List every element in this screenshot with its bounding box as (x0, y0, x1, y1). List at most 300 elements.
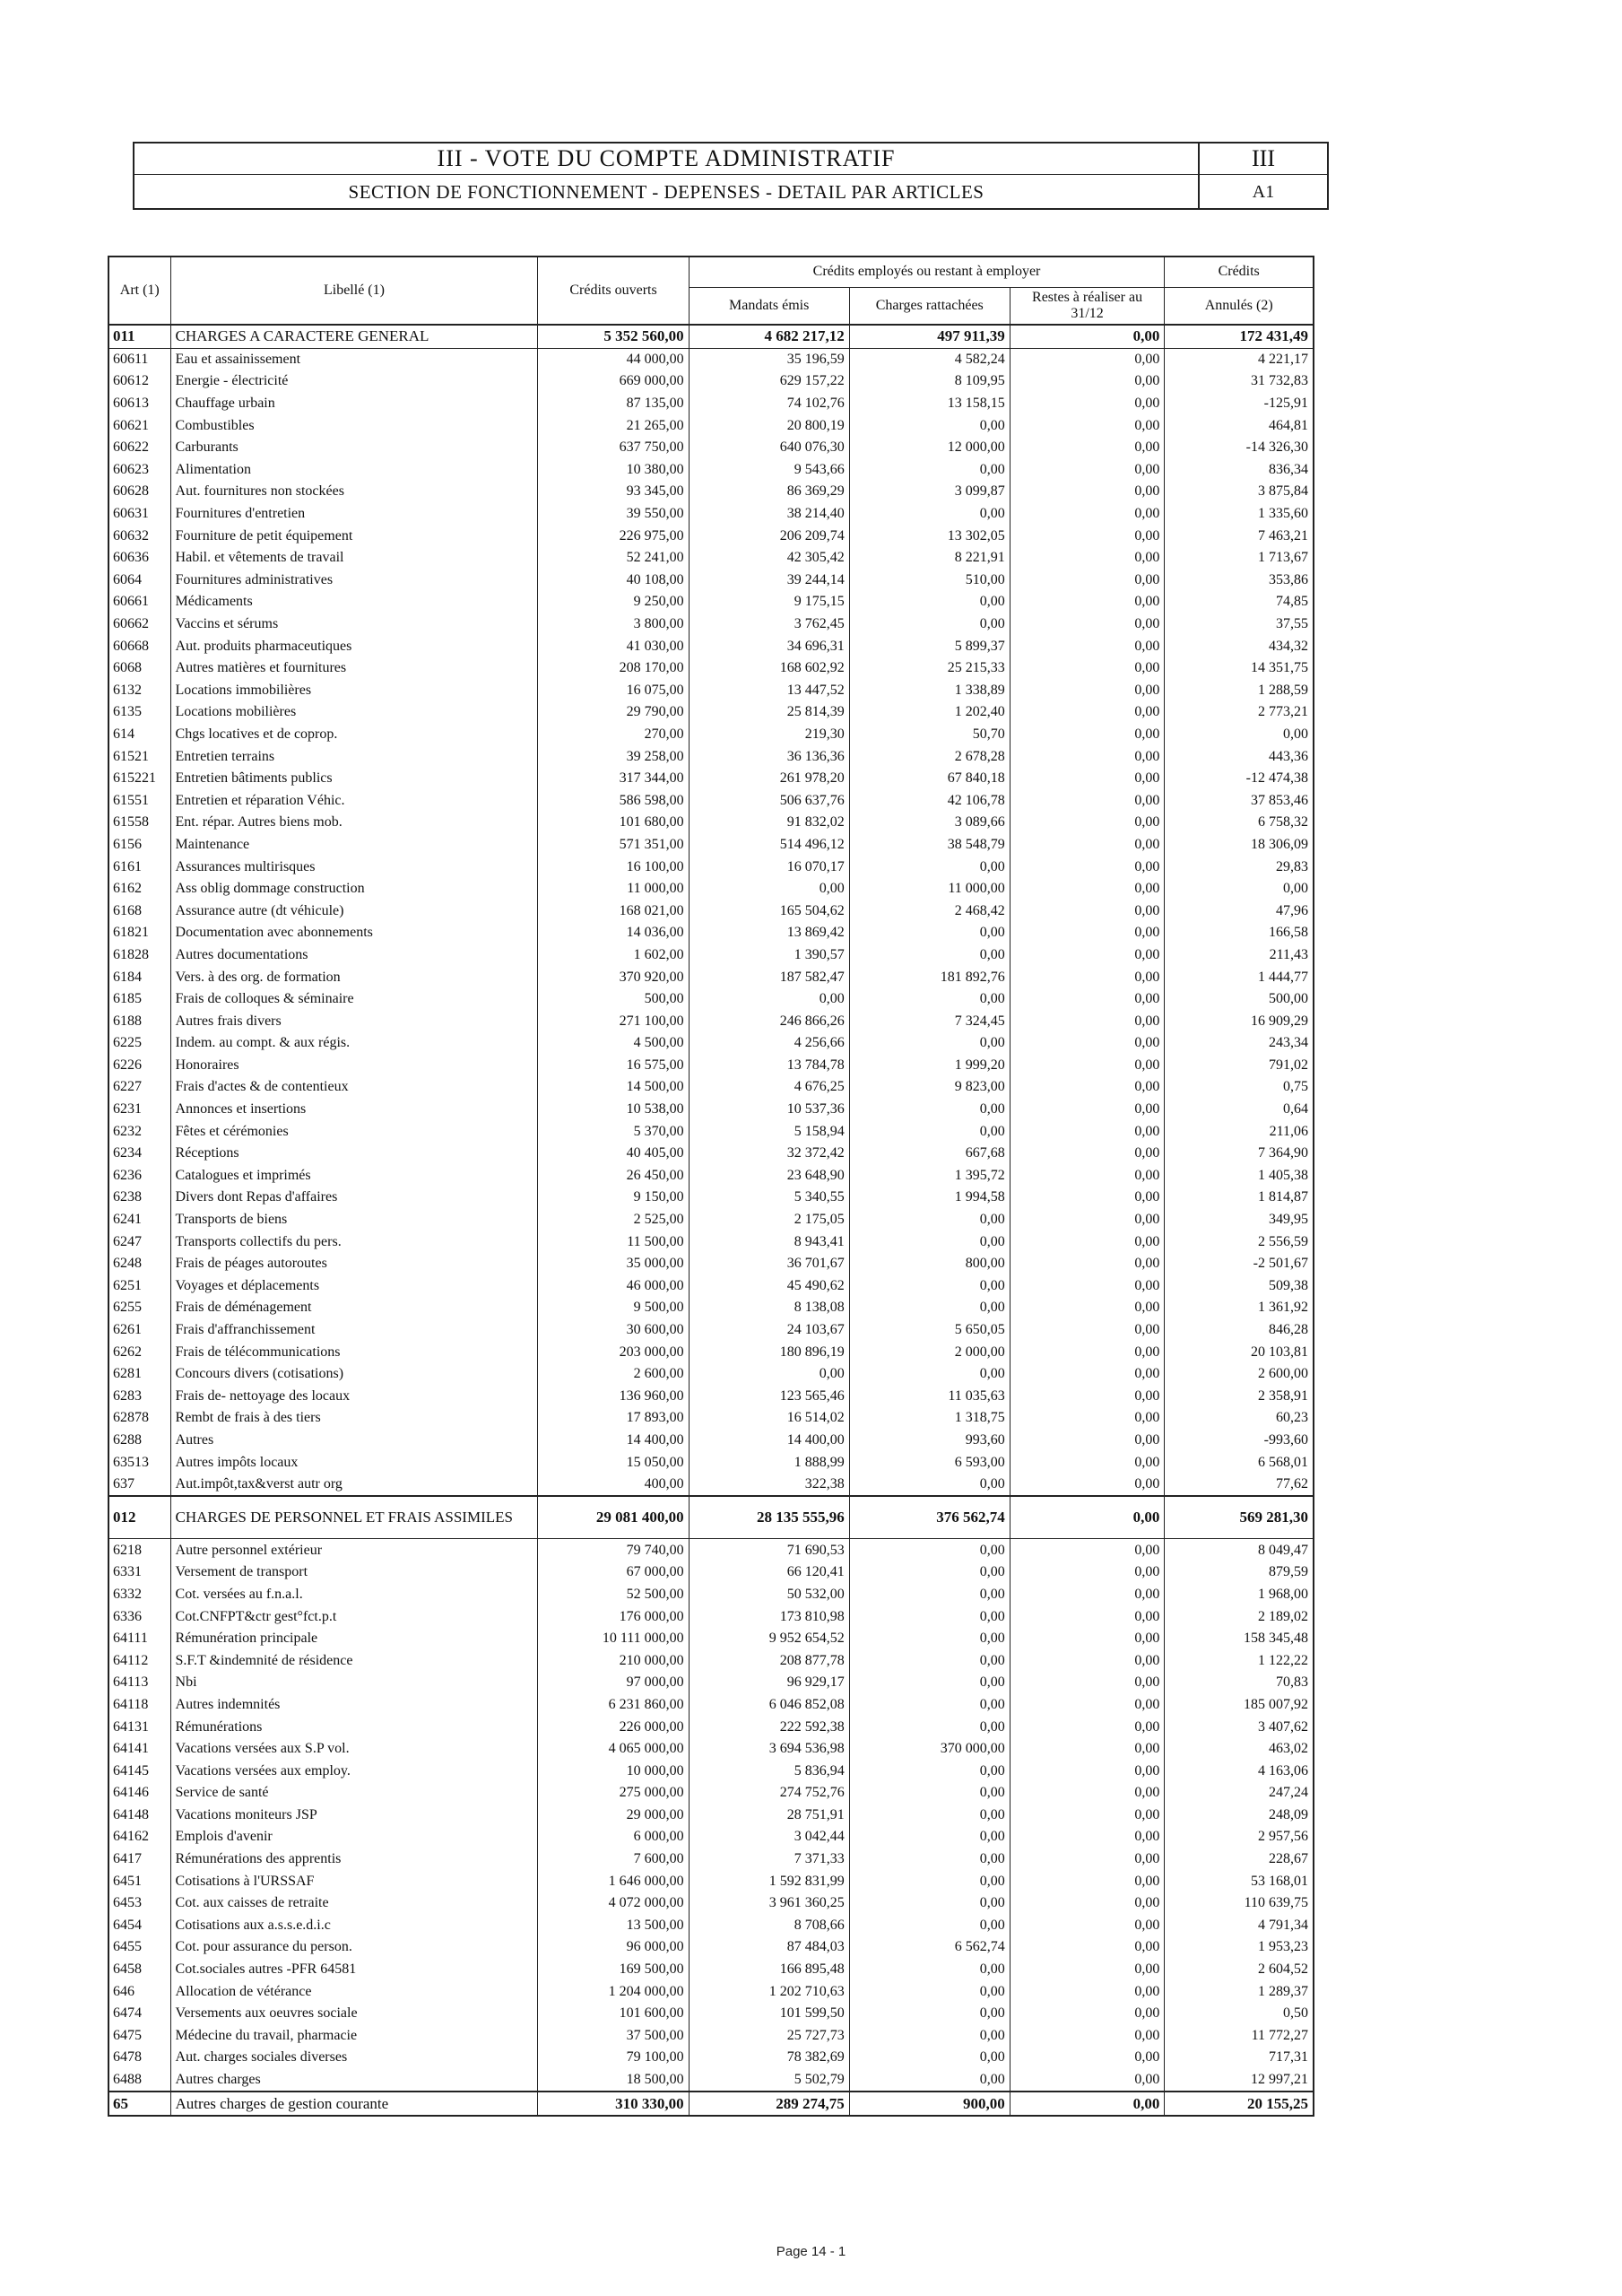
charges-rattachees-cell: 2 000,00 (849, 1341, 1010, 1363)
article-label: Versements aux oeuvres sociale (170, 2003, 538, 2025)
article-code: 011 (108, 325, 170, 348)
table-row (108, 768, 1314, 790)
restes-a-realiser-cell: 0,00 (1010, 988, 1165, 1011)
credits-annules-cell: 2 189,02 (1165, 1605, 1314, 1628)
col-group-credits-employes: Crédits employés ou restant à employer (689, 257, 1165, 287)
article-label: Entretien et réparation Véhic. (170, 789, 538, 812)
credits-ouverts-cell: 16 100,00 (538, 856, 689, 878)
credits-ouverts-cell: 270,00 (538, 724, 689, 746)
col-art: Art (1) (108, 257, 170, 325)
article-label: Catalogues et imprimés (170, 1165, 538, 1187)
credits-ouverts-cell: 14 036,00 (538, 922, 689, 944)
table-row (108, 1099, 1314, 1121)
table-row (108, 1805, 1314, 1827)
mandats-emis-cell: 8 708,66 (689, 1915, 849, 1937)
restes-a-realiser-cell: 0,00 (1010, 834, 1165, 857)
table-row (108, 570, 1314, 592)
article-label: Assurances multirisques (170, 856, 538, 878)
table-row (108, 393, 1314, 415)
charges-rattachees-cell: 376 562,74 (849, 1496, 1010, 1539)
article-label: Cot. versées au f.n.a.l. (170, 1584, 538, 1606)
charges-rattachees-cell: 0,00 (849, 1363, 1010, 1386)
article-label: Habil. et vêtements de travail (170, 547, 538, 570)
credits-annules-cell: 434,32 (1165, 635, 1314, 657)
charges-rattachees-cell: 0,00 (849, 2003, 1010, 2025)
article-label: Fourniture de petit équipement (170, 525, 538, 547)
col-charges: Charges rattachées (849, 287, 1010, 325)
credits-annules-cell: 18 306,09 (1165, 834, 1314, 857)
charges-rattachees-cell: 0,00 (849, 2047, 1010, 2069)
credits-ouverts-cell: 11 000,00 (538, 878, 689, 900)
article-code: 6168 (108, 900, 170, 922)
credits-ouverts-cell: 500,00 (538, 988, 689, 1011)
mandats-emis-cell: 39 244,14 (689, 570, 849, 592)
charges-rattachees-cell: 11 000,00 (849, 878, 1010, 900)
article-code: 6225 (108, 1032, 170, 1055)
credits-ouverts-cell: 14 500,00 (538, 1076, 689, 1099)
article-label: Autres matières et fournitures (170, 657, 538, 680)
credits-annules-cell: -12 474,38 (1165, 768, 1314, 790)
restes-a-realiser-cell: 0,00 (1010, 1010, 1165, 1032)
charges-rattachees-cell: 38 548,79 (849, 834, 1010, 857)
charges-rattachees-cell: 11 035,63 (849, 1386, 1010, 1408)
credits-ouverts-cell: 29 000,00 (538, 1805, 689, 1827)
table-row (108, 1474, 1314, 1497)
credits-annules-cell: 0,64 (1165, 1099, 1314, 1121)
credits-ouverts-cell: 4 065 000,00 (538, 1738, 689, 1761)
charges-rattachees-cell: 3 089,66 (849, 812, 1010, 834)
mandats-emis-cell: 274 752,76 (689, 1782, 849, 1805)
article-label: Vaccins et sérums (170, 613, 538, 636)
restes-a-realiser-cell: 0,00 (1010, 1120, 1165, 1143)
article-label: Ass oblig dommage construction (170, 878, 538, 900)
charges-rattachees-cell: 8 109,95 (849, 370, 1010, 393)
table-row (108, 1738, 1314, 1761)
credits-ouverts-cell: 40 108,00 (538, 570, 689, 592)
credits-annules-cell: 1 953,23 (1165, 1936, 1314, 1959)
mandats-emis-cell: 91 832,02 (689, 812, 849, 834)
charges-rattachees-cell: 13 302,05 (849, 525, 1010, 547)
credits-ouverts-cell: 67 000,00 (538, 1561, 689, 1584)
credits-annules-cell: 349,95 (1165, 1209, 1314, 1231)
credits-annules-cell: 0,50 (1165, 2003, 1314, 2025)
article-label: Autres documentations (170, 944, 538, 967)
credits-ouverts-cell: 93 345,00 (538, 481, 689, 503)
charges-rattachees-cell: 0,00 (849, 988, 1010, 1011)
credits-annules-cell: 158 345,48 (1165, 1628, 1314, 1650)
charges-rattachees-cell: 0,00 (849, 1120, 1010, 1143)
mandats-emis-cell: 36 136,36 (689, 745, 849, 768)
restes-a-realiser-cell: 0,00 (1010, 1584, 1165, 1606)
credits-annules-cell: 1 713,67 (1165, 547, 1314, 570)
charges-rattachees-cell: 9 823,00 (849, 1076, 1010, 1099)
article-code: 60636 (108, 547, 170, 570)
charges-rattachees-cell: 0,00 (849, 1032, 1010, 1055)
restes-a-realiser-cell: 0,00 (1010, 1253, 1165, 1275)
charges-rattachees-cell: 0,00 (849, 1099, 1010, 1121)
article-label: Cot.sociales autres -PFR 64581 (170, 1959, 538, 1981)
mandats-emis-cell: 10 537,36 (689, 1099, 849, 1121)
charges-rattachees-cell: 0,00 (849, 1474, 1010, 1497)
credits-ouverts-cell: 169 500,00 (538, 1959, 689, 1981)
table-row (108, 1451, 1314, 1474)
article-label: Annonces et insertions (170, 1099, 538, 1121)
restes-a-realiser-cell: 0,00 (1010, 2047, 1165, 2069)
charges-rattachees-cell: 0,00 (849, 1826, 1010, 1848)
article-label: Rémunérations des apprentis (170, 1848, 538, 1871)
charges-rattachees-cell: 0,00 (849, 1805, 1010, 1827)
charges-rattachees-cell: 0,00 (849, 1782, 1010, 1805)
credits-ouverts-cell: 4 500,00 (538, 1032, 689, 1055)
header-main (134, 144, 1200, 208)
mandats-emis-cell: 5 158,94 (689, 1120, 849, 1143)
table-row (108, 745, 1314, 768)
table-row (108, 1539, 1314, 1561)
table-row (108, 481, 1314, 503)
credits-ouverts-cell: 40 405,00 (538, 1143, 689, 1165)
credits-annules-cell: 0,75 (1165, 1076, 1314, 1099)
table-row (108, 348, 1314, 370)
restes-a-realiser-cell: 0,00 (1010, 2003, 1165, 2025)
mandats-emis-cell: 20 800,19 (689, 414, 849, 437)
credits-ouverts-cell: 101 600,00 (538, 2003, 689, 2025)
article-label: Nbi (170, 1672, 538, 1694)
charges-rattachees-cell: 0,00 (849, 2025, 1010, 2048)
charges-rattachees-cell: 510,00 (849, 570, 1010, 592)
table-row (108, 1760, 1314, 1782)
credits-annules-cell: 1 444,77 (1165, 966, 1314, 988)
article-label: Energie - électricité (170, 370, 538, 393)
table-row (108, 459, 1314, 482)
restes-a-realiser-cell: 0,00 (1010, 325, 1165, 348)
restes-a-realiser-cell: 0,00 (1010, 2069, 1165, 2092)
restes-a-realiser-cell: 0,00 (1010, 1649, 1165, 1672)
article-code: 61521 (108, 745, 170, 768)
credits-ouverts-cell: 39 550,00 (538, 503, 689, 526)
article-label: Locations immobilières (170, 680, 538, 702)
mandats-emis-cell: 34 696,31 (689, 635, 849, 657)
article-code: 60611 (108, 348, 170, 370)
mandats-emis-cell: 222 592,38 (689, 1716, 849, 1738)
credits-ouverts-cell: 101 680,00 (538, 812, 689, 834)
article-label: Carburants (170, 437, 538, 459)
mandats-emis-cell: 506 637,76 (689, 789, 849, 812)
table-row (108, 1386, 1314, 1408)
mandats-emis-cell: 629 157,22 (689, 370, 849, 393)
credits-annules-cell: 1 289,37 (1165, 1980, 1314, 2003)
article-label: Frais de- nettoyage des locaux (170, 1386, 538, 1408)
article-code: 6454 (108, 1915, 170, 1937)
article-code: 64131 (108, 1716, 170, 1738)
article-label: Frais de télécommunications (170, 1341, 538, 1363)
table-row (108, 789, 1314, 812)
charges-rattachees-cell: 0,00 (849, 591, 1010, 613)
charges-rattachees-cell: 6 593,00 (849, 1451, 1010, 1474)
credits-ouverts-cell: 14 400,00 (538, 1430, 689, 1452)
article-label: Vers. à des org. de formation (170, 966, 538, 988)
table-row (108, 1649, 1314, 1672)
restes-a-realiser-cell: 0,00 (1010, 1363, 1165, 1386)
header-code-box (1200, 144, 1327, 208)
restes-a-realiser-cell: 0,00 (1010, 812, 1165, 834)
table-row (108, 1187, 1314, 1209)
table-wrapper (108, 256, 1314, 2117)
restes-a-realiser-cell: 0,00 (1010, 525, 1165, 547)
credits-annules-cell: 248,09 (1165, 1805, 1314, 1827)
article-code: 6417 (108, 1848, 170, 1871)
restes-a-realiser-cell: 0,00 (1010, 393, 1165, 415)
credits-annules-cell: 463,02 (1165, 1738, 1314, 1761)
table-row (108, 724, 1314, 746)
table-row (108, 966, 1314, 988)
charges-rattachees-cell: 8 221,91 (849, 547, 1010, 570)
credits-ouverts-cell: 79 740,00 (538, 1539, 689, 1561)
charges-rattachees-cell: 12 000,00 (849, 437, 1010, 459)
mandats-emis-cell: 246 866,26 (689, 1010, 849, 1032)
credits-ouverts-cell: 1 646 000,00 (538, 1870, 689, 1892)
article-code: 60631 (108, 503, 170, 526)
credits-ouverts-cell: 17 893,00 (538, 1407, 689, 1430)
mandats-emis-cell: 219,30 (689, 724, 849, 746)
credits-ouverts-cell: 208 170,00 (538, 657, 689, 680)
restes-a-realiser-cell: 0,00 (1010, 944, 1165, 967)
credits-ouverts-cell: 16 075,00 (538, 680, 689, 702)
restes-a-realiser-cell: 0,00 (1010, 1099, 1165, 1121)
page-title: III - VOTE DU COMPTE ADMINISTRATIF (134, 144, 1198, 175)
restes-a-realiser-cell: 0,00 (1010, 1672, 1165, 1694)
table-row (108, 856, 1314, 878)
table-row (108, 1959, 1314, 1981)
credits-annules-cell: 791,02 (1165, 1055, 1314, 1077)
table-row (108, 878, 1314, 900)
article-label: Alimentation (170, 459, 538, 482)
credits-annules-cell: 2 604,52 (1165, 1959, 1314, 1981)
credits-annules-cell: 47,96 (1165, 900, 1314, 922)
col-credits: Crédits (1165, 257, 1314, 287)
table-row (108, 547, 1314, 570)
credits-annules-cell: 172 431,49 (1165, 325, 1314, 348)
charges-rattachees-cell: 1 202,40 (849, 701, 1010, 724)
charges-rattachees-cell: 0,00 (849, 1959, 1010, 1981)
credits-annules-cell: 464,81 (1165, 414, 1314, 437)
article-label: Documentation avec abonnements (170, 922, 538, 944)
article-code: 6248 (108, 1253, 170, 1275)
charges-rattachees-cell: 1 999,20 (849, 1055, 1010, 1077)
restes-a-realiser-cell: 0,00 (1010, 1738, 1165, 1761)
restes-a-realiser-cell: 0,00 (1010, 1386, 1165, 1408)
credits-annules-cell: 4 791,34 (1165, 1915, 1314, 1937)
credits-ouverts-cell: 370 920,00 (538, 966, 689, 988)
credits-annules-cell: 11 772,27 (1165, 2025, 1314, 2048)
credits-annules-cell: 1 814,87 (1165, 1187, 1314, 1209)
article-label: Réceptions (170, 1143, 538, 1165)
table-row (108, 1936, 1314, 1959)
credits-ouverts-cell: 168 021,00 (538, 900, 689, 922)
article-label: Fournitures administratives (170, 570, 538, 592)
mandats-emis-cell: 7 371,33 (689, 1848, 849, 1871)
article-code: 012 (108, 1496, 170, 1539)
article-label: Ent. répar. Autres biens mob. (170, 812, 538, 834)
table-row (108, 1870, 1314, 1892)
charges-rattachees-cell: 1 318,75 (849, 1407, 1010, 1430)
table-row (108, 437, 1314, 459)
charges-rattachees-cell: 0,00 (849, 1649, 1010, 1672)
restes-a-realiser-cell: 0,00 (1010, 348, 1165, 370)
credits-annules-cell: 2 773,21 (1165, 701, 1314, 724)
restes-a-realiser-cell: 0,00 (1010, 1826, 1165, 1848)
table-row (108, 1010, 1314, 1032)
article-code: 64112 (108, 1649, 170, 1672)
credits-annules-cell: 0,00 (1165, 878, 1314, 900)
table-row (108, 657, 1314, 680)
table-row (108, 1297, 1314, 1319)
article-code: 64145 (108, 1760, 170, 1782)
restes-a-realiser-cell: 0,00 (1010, 1430, 1165, 1452)
table-row (108, 414, 1314, 437)
article-code: 6161 (108, 856, 170, 878)
table-row (108, 1782, 1314, 1805)
article-code: 64141 (108, 1738, 170, 1761)
table-row (108, 988, 1314, 1011)
mandats-emis-cell: 8 943,41 (689, 1231, 849, 1253)
article-label: Voyages et déplacements (170, 1275, 538, 1298)
article-label: Concours divers (cotisations) (170, 1363, 538, 1386)
restes-a-realiser-cell: 0,00 (1010, 1539, 1165, 1561)
credits-annules-cell: -125,91 (1165, 393, 1314, 415)
credits-ouverts-cell: 4 072 000,00 (538, 1892, 689, 1915)
credits-annules-cell: 74,85 (1165, 591, 1314, 613)
restes-a-realiser-cell: 0,00 (1010, 1032, 1165, 1055)
article-label: Divers dont Repas d'affaires (170, 1187, 538, 1209)
article-label: Eau et assainissement (170, 348, 538, 370)
article-code: 60661 (108, 591, 170, 613)
mandats-emis-cell: 13 869,42 (689, 922, 849, 944)
mandats-emis-cell: 32 372,42 (689, 1143, 849, 1165)
credits-annules-cell: 8 049,47 (1165, 1539, 1314, 1561)
restes-a-realiser-cell: 0,00 (1010, 370, 1165, 393)
charges-rattachees-cell: 0,00 (849, 1892, 1010, 1915)
charges-rattachees-cell: 0,00 (849, 1628, 1010, 1650)
article-label: Locations mobilières (170, 701, 538, 724)
restes-a-realiser-cell: 0,00 (1010, 1297, 1165, 1319)
credits-annules-cell: 166,58 (1165, 922, 1314, 944)
charges-rattachees-cell: 3 099,87 (849, 481, 1010, 503)
article-label: Versement de transport (170, 1561, 538, 1584)
credits-annules-cell: 443,36 (1165, 745, 1314, 768)
article-code: 6332 (108, 1584, 170, 1606)
credits-ouverts-cell: 35 000,00 (538, 1253, 689, 1275)
credits-ouverts-cell: 210 000,00 (538, 1649, 689, 1672)
credits-ouverts-cell: 571 351,00 (538, 834, 689, 857)
mandats-emis-cell: 16 070,17 (689, 856, 849, 878)
table-row (108, 900, 1314, 922)
mandats-emis-cell: 28 751,91 (689, 1805, 849, 1827)
article-code: 646 (108, 1980, 170, 2003)
table-row (108, 1143, 1314, 1165)
restes-a-realiser-cell: 0,00 (1010, 503, 1165, 526)
mandats-emis-cell: 1 888,99 (689, 1451, 849, 1474)
credits-annules-cell: 12 997,21 (1165, 2069, 1314, 2092)
credits-ouverts-cell: 176 000,00 (538, 1605, 689, 1628)
table-row (108, 370, 1314, 393)
credits-ouverts-cell: 9 500,00 (538, 1297, 689, 1319)
article-code: 6262 (108, 1341, 170, 1363)
mandats-emis-cell: 187 582,47 (689, 966, 849, 988)
credits-ouverts-cell: 11 500,00 (538, 1231, 689, 1253)
credits-annules-cell: 7 463,21 (1165, 525, 1314, 547)
credits-ouverts-cell: 52 500,00 (538, 1584, 689, 1606)
table-row (108, 2025, 1314, 2048)
credits-ouverts-cell: 317 344,00 (538, 768, 689, 790)
credits-annules-cell: 243,34 (1165, 1032, 1314, 1055)
mandats-emis-cell: 101 599,50 (689, 2003, 849, 2025)
charges-rattachees-cell: 0,00 (849, 459, 1010, 482)
article-label: Entretien bâtiments publics (170, 768, 538, 790)
credits-annules-cell: 1 122,22 (1165, 1649, 1314, 1672)
charges-rattachees-cell: 0,00 (849, 1716, 1010, 1738)
article-code: 6241 (108, 1209, 170, 1231)
credits-annules-cell: 4 163,06 (1165, 1760, 1314, 1782)
credits-annules-cell: 20 103,81 (1165, 1341, 1314, 1363)
credits-ouverts-cell: 1 602,00 (538, 944, 689, 967)
restes-a-realiser-cell: 0,00 (1010, 1341, 1165, 1363)
table-row (108, 1605, 1314, 1628)
col-libelle: Libellé (1) (170, 257, 538, 325)
mandats-emis-cell: 16 514,02 (689, 1407, 849, 1430)
credits-annules-cell: 228,67 (1165, 1848, 1314, 1871)
credits-annules-cell: 211,06 (1165, 1120, 1314, 1143)
article-label: Entretien terrains (170, 745, 538, 768)
credits-ouverts-cell: 2 525,00 (538, 1209, 689, 1231)
charges-rattachees-cell: 0,00 (849, 1561, 1010, 1584)
restes-a-realiser-cell: 0,00 (1010, 570, 1165, 592)
charges-rattachees-cell: 7 324,45 (849, 1010, 1010, 1032)
mandats-emis-cell: 1 390,57 (689, 944, 849, 967)
mandats-emis-cell: 0,00 (689, 988, 849, 1011)
table-row (108, 1407, 1314, 1430)
mandats-emis-cell: 13 447,52 (689, 680, 849, 702)
restes-a-realiser-cell: 0,00 (1010, 1076, 1165, 1099)
article-code: 6156 (108, 834, 170, 857)
table-row (108, 613, 1314, 636)
mandats-emis-cell: 6 046 852,08 (689, 1694, 849, 1717)
mandats-emis-cell: 45 490,62 (689, 1275, 849, 1298)
restes-a-realiser-cell: 0,00 (1010, 966, 1165, 988)
mandats-emis-cell: 25 727,73 (689, 2025, 849, 2048)
mandats-emis-cell: 25 814,39 (689, 701, 849, 724)
credits-annules-cell: 3 875,84 (1165, 481, 1314, 503)
credits-annules-cell: 846,28 (1165, 1319, 1314, 1342)
charges-rattachees-cell: 0,00 (849, 856, 1010, 878)
restes-a-realiser-cell: 0,00 (1010, 900, 1165, 922)
article-code: 6288 (108, 1430, 170, 1452)
table-row (108, 680, 1314, 702)
credits-annules-cell: 1 288,59 (1165, 680, 1314, 702)
mandats-emis-cell: 640 076,30 (689, 437, 849, 459)
table-row (108, 1628, 1314, 1650)
charges-rattachees-cell: 0,00 (849, 2069, 1010, 2092)
credits-ouverts-cell: 136 960,00 (538, 1386, 689, 1408)
article-code: 60668 (108, 635, 170, 657)
mandats-emis-cell: 13 784,78 (689, 1055, 849, 1077)
credits-annules-cell: 1 335,60 (1165, 503, 1314, 526)
article-code: 6247 (108, 1231, 170, 1253)
article-code: 6474 (108, 2003, 170, 2025)
article-label: Transports de biens (170, 1209, 538, 1231)
credits-ouverts-cell: 7 600,00 (538, 1848, 689, 1871)
mandats-emis-cell: 28 135 555,96 (689, 1496, 849, 1539)
charges-rattachees-cell: 800,00 (849, 1253, 1010, 1275)
